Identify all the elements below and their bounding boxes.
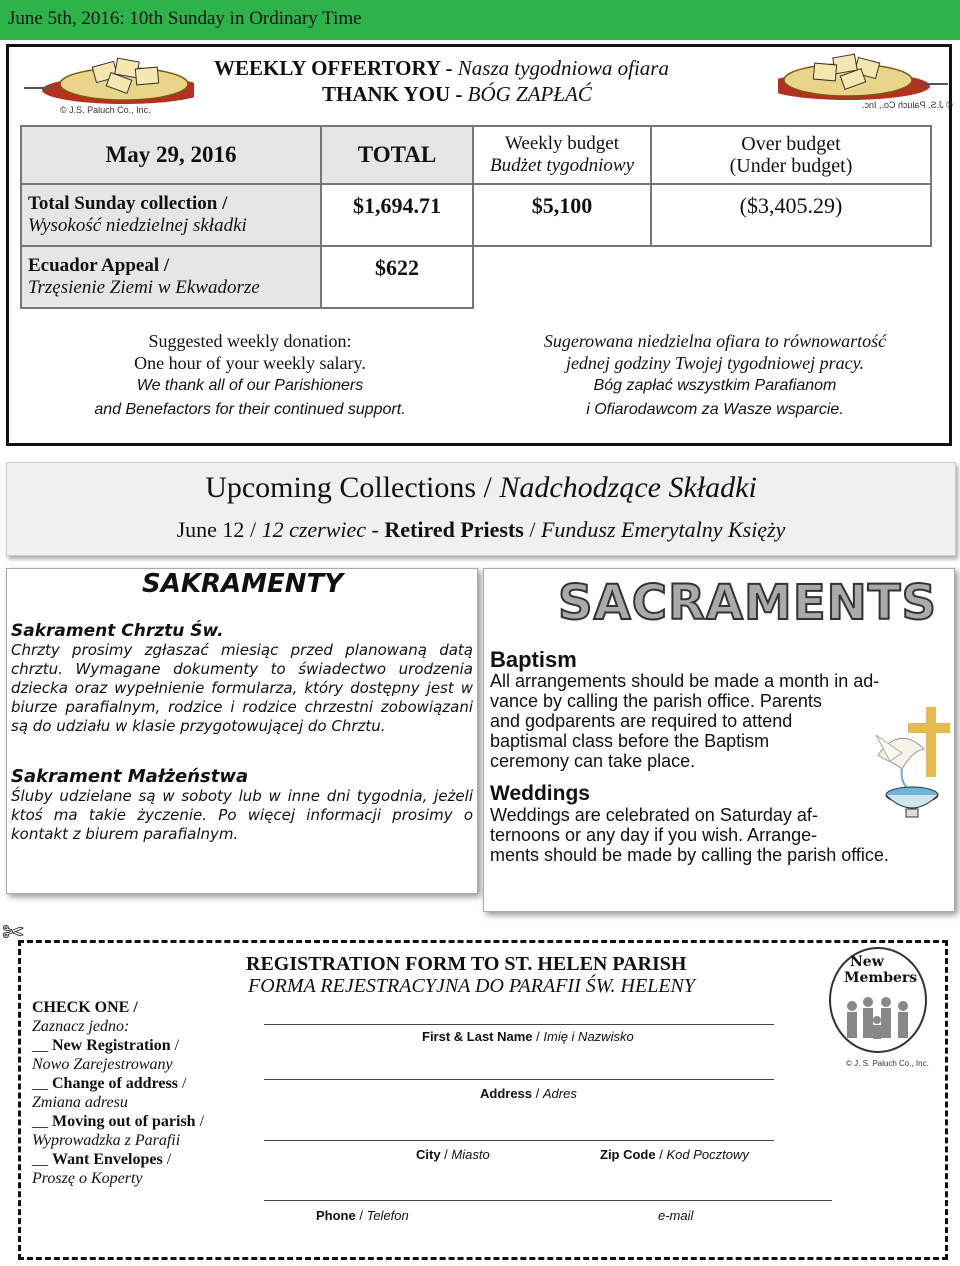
- text-line: Weddings are celebrated on Saturday af-: [490, 805, 818, 825]
- col-total: TOTAL: [321, 126, 473, 184]
- row1-label: Total Sunday collection / Wysokość niedzielnej składki: [21, 184, 321, 246]
- sakramenty-heading: SAKRAMENTY: [142, 569, 344, 599]
- sacraments-heading: SACRAMENTS: [558, 575, 938, 631]
- weddings-text: [490, 805, 889, 865]
- sacraments-box: [483, 568, 955, 912]
- phone-label: Phone / Telefon: [316, 1208, 409, 1223]
- text-line: ceremony can take place.: [490, 751, 696, 771]
- new-members-logo: New Members © J. S. Paluch Co., Inc.: [828, 946, 928, 1070]
- option-new-registration[interactable]: __ New Registration /: [32, 1037, 180, 1054]
- table-date: May 29, 2016: [21, 126, 321, 184]
- option-change-address[interactable]: __ Change of address /: [32, 1075, 187, 1092]
- phone-email-field[interactable]: [264, 1200, 832, 1201]
- offertory-table: [20, 125, 932, 309]
- zip-label: Zip Code / Kod Pocztowy: [600, 1147, 749, 1162]
- col-budget: Weekly budget Budżet tygodniowy: [473, 126, 651, 184]
- baptismal-font-icon: [868, 705, 950, 825]
- upcoming-collections-box: [6, 462, 956, 556]
- reg-title: REGISTRATION FORM TO ST. HELEN PARISH: [246, 953, 687, 975]
- weddings-title: Weddings: [490, 782, 590, 805]
- upcoming-title: Upcoming Collections / Nadchodzące Składki: [205, 471, 757, 504]
- date-line: June 5th, 2016: 10th Sunday in Ordinary Time: [8, 8, 362, 29]
- header-bar: [0, 0, 960, 40]
- suggest-pl: Sugerowana niedzielna ofiara to równowartość jednej godziny Twojej tygodniowej pracy. Bóg zapłać wszystkim Parafianom i Ofiarodawcom za Wasze wsparcie.: [543, 331, 887, 418]
- reg-title-pl: FORMA REJESTRACYJNA DO PARAFII ŚW. HELENY: [248, 975, 696, 997]
- chrzest-title: Sakrament Chrztu Św.: [11, 621, 224, 641]
- upcoming-item: June 12 / 12 czerwiec - Retired Priests / Fundusz Emerytalny Księży: [176, 517, 786, 542]
- row1-total: $1,694.71: [321, 184, 473, 246]
- address-label: Address / Adres: [480, 1086, 577, 1101]
- email-label: e-mail: [658, 1208, 694, 1223]
- check-one-list: CHECK ONE / Zaznacz jedno: __ New Registration / Nowo Zarejestrowany __ Change of address / Zmiana adresu __ Moving out of parish / Wyprowadzka z Parafii __ Want Envelopes / Proszę o Koperty: [32, 999, 205, 1187]
- text-line: ternoons or any day if you wish. Arrange-: [490, 825, 818, 845]
- text-line: All arrangements should be made a month in ad-: [490, 671, 880, 691]
- copyright-left: © J.S. Paluch Co., Inc.: [60, 105, 151, 115]
- offertory-thanks: THANK YOU - BÓG ZAPŁAĆ: [322, 82, 592, 106]
- name-field[interactable]: [264, 1024, 774, 1025]
- row2-total: $622: [321, 246, 473, 308]
- text-line: vance by calling the parish office. Parents: [490, 691, 822, 711]
- city-zip-field[interactable]: [264, 1140, 774, 1141]
- row1-budget: $5,100: [473, 184, 651, 246]
- text-line: and godparents are required to attend: [490, 711, 793, 731]
- option-moving-out[interactable]: __ Moving out of parish /: [32, 1113, 205, 1130]
- baptism-text: [490, 671, 879, 771]
- city-label: City / Miasto: [416, 1147, 490, 1162]
- sakramenty-box: [6, 568, 478, 894]
- name-label: First & Last Name / Imię i Nazwisko: [422, 1029, 634, 1044]
- malzenstwo-text: Śluby udzielane są w soboty lub w inne dni tygodnia, jeżeli ktoś ma takie życzenie. Po więcej informacji prosimy o kontakt z biurem parafialnym.: [11, 787, 473, 843]
- suggest-en: Suggested weekly donation: One hour of your weekly salary. We thank all of our Parishioners and Benefactors for their continued support.: [94, 331, 406, 418]
- address-field[interactable]: [264, 1079, 774, 1080]
- baptism-title: Baptism: [490, 647, 577, 672]
- scissors-icon: ✄: [2, 918, 24, 948]
- col-over: Over budget (Under budget): [651, 126, 931, 184]
- option-want-envelopes[interactable]: __ Want Envelopes /: [32, 1151, 172, 1168]
- offertory-title: WEEKLY OFFERTORY - Nasza tygodniowa ofiara: [214, 56, 669, 80]
- chrzest-text: Chrzty prosimy zgłaszać miesiąc przed planowaną datą chrztu. Wymagane dokumenty to świadectwo urodzenia dziecka oraz wypełnienie formularza, który dostępny jest w biurze parafialnym, rodzice i rodzice chrzestni zobowiązani są do udziału w klasie przygotowującej do Chrztu.: [11, 641, 473, 735]
- text-line: baptismal class before the Baptism: [490, 731, 770, 751]
- malzenstwo-title: Sakrament Małżeństwa: [11, 766, 249, 787]
- row2-label: Ecuador Appeal / Trzęsienie Ziemi w Ekwadorze: [21, 246, 321, 308]
- copyright-right: © J.S. Paluch Co., Inc.: [862, 100, 953, 110]
- row1-over: ($3,405.29): [651, 184, 931, 246]
- text-line: ments should be made by calling the parish office.: [490, 845, 889, 865]
